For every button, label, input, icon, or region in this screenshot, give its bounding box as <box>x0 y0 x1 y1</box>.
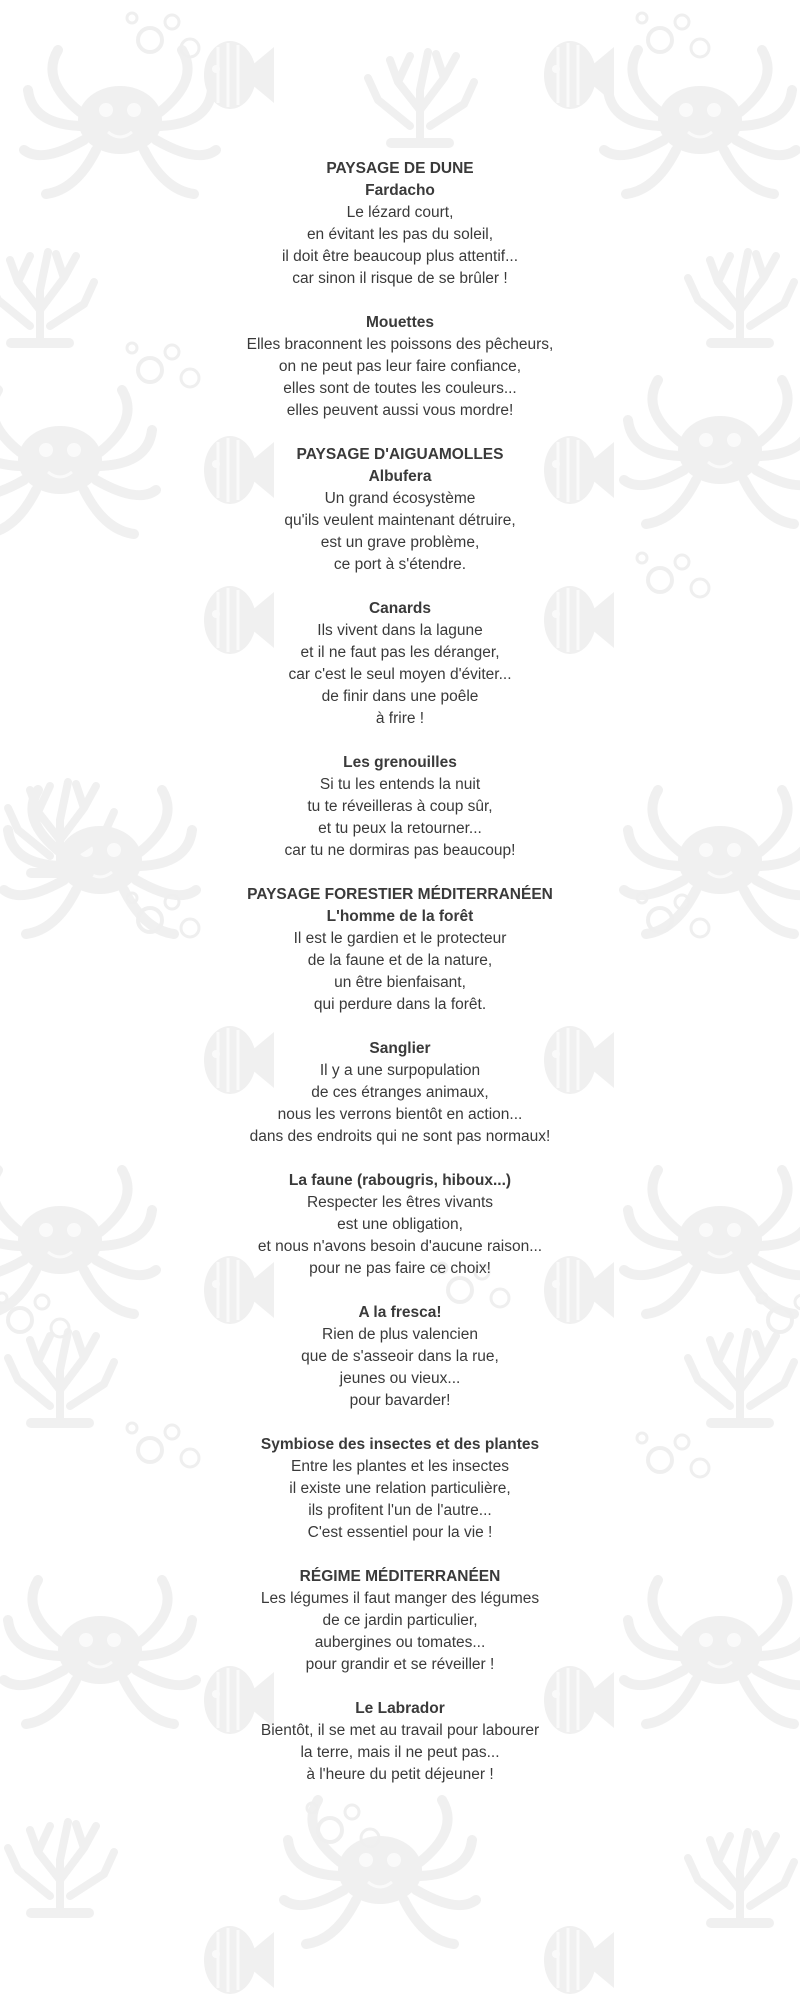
poem-line: Entre les plantes et les insectes <box>291 1458 509 1475</box>
stanza-title: Sanglier <box>369 1040 431 1057</box>
stanza <box>0 1302 800 1412</box>
poem-line: la terre, mais il ne peut pas... <box>300 1744 500 1761</box>
poem-line: Si tu les entends la nuit <box>319 776 481 793</box>
section-heading: PAYSAGE D'AIGUAMOLLES <box>296 446 504 463</box>
stanza-title: Symbiose des insectes et des plantes <box>260 1436 540 1453</box>
stanza-title: Mouettes <box>365 314 435 331</box>
poem-line: car sinon il risque de se brûler ! <box>292 270 508 287</box>
poem-line: Respecter les êtres vivants <box>306 1194 494 1211</box>
section-heading: RÉGIME MÉDITERRANÉEN <box>299 1568 501 1585</box>
poem-line: est un grave problème, <box>320 534 480 551</box>
poem-line: et tu peux la retourner... <box>318 820 482 837</box>
poem-line: et il ne faut pas les déranger, <box>300 644 500 661</box>
poem-line: de finir dans une poêle <box>321 688 479 705</box>
poem-line: et nous n'avons besoin d'aucune raison... <box>257 1238 543 1255</box>
poem-line: de ces étranges animaux, <box>311 1084 489 1101</box>
poem-line: C'est essentiel pour la vie ! <box>307 1524 493 1541</box>
poem-line: que de s'asseoir dans la rue, <box>301 1348 499 1365</box>
stanza <box>0 598 800 730</box>
poem-line: Bientôt, il se met au travail pour labourer <box>260 1722 540 1739</box>
stanza <box>0 1698 800 1786</box>
stanza <box>0 884 800 1016</box>
poem-line: de la faune et de la nature, <box>307 952 493 969</box>
poem-line: Rien de plus valencien <box>322 1326 478 1343</box>
stanza <box>0 752 800 862</box>
poem-line: Le lézard court, <box>346 204 454 221</box>
stanza-title: Fardacho <box>365 182 435 199</box>
poem-line: elles sont de toutes les couleurs... <box>283 380 517 397</box>
stanza-title: Le Labrador <box>355 1700 445 1717</box>
stanza <box>0 312 800 422</box>
poem-line: un être bienfaisant, <box>334 974 466 991</box>
stanza-title: A la fresca! <box>358 1304 442 1321</box>
stanza <box>0 158 800 290</box>
poem-line: dans des endroits qui ne sont pas normaux! <box>249 1128 551 1145</box>
poem-line: qui perdure dans la forêt. <box>313 996 487 1013</box>
poem-line: Il y a une surpopulation <box>319 1062 481 1079</box>
poem-line: Un grand écosystème <box>324 490 476 507</box>
stanza <box>0 1038 800 1148</box>
poem <box>0 158 800 1808</box>
section-heading: PAYSAGE FORESTIER MÉDITERRANÉEN <box>247 886 553 903</box>
poem-line: ce port à s'étendre. <box>333 556 467 573</box>
poem-line: à frire ! <box>375 710 425 727</box>
poem-line: en évitant les pas du soleil, <box>306 226 494 243</box>
poem-line: il existe une relation particulière, <box>289 1480 511 1497</box>
poem-line: nous les verrons bientôt en action... <box>277 1106 523 1123</box>
poem-line: est une obligation, <box>337 1216 463 1233</box>
stanza-title: Canards <box>368 600 432 617</box>
poem-line: de ce jardin particulier, <box>322 1612 478 1629</box>
poem-line: Elles braconnent les poissons des pêcheurs, <box>246 336 554 353</box>
poem-line: elles peuvent aussi vous mordre! <box>286 402 514 419</box>
stanza-title: Albufera <box>368 468 432 485</box>
stanza <box>0 444 800 576</box>
stanza-title: Les grenouilles <box>343 754 457 771</box>
poem-line: Les légumes il faut manger des légumes <box>260 1590 540 1607</box>
poem-line: car tu ne dormiras pas beaucoup! <box>284 842 516 859</box>
poem-line: Il est le gardien et le protecteur <box>293 930 507 947</box>
stanza <box>0 1566 800 1676</box>
stanza <box>0 1170 800 1280</box>
stanza-title: L'homme de la forêt <box>326 908 474 925</box>
poem-line: aubergines ou tomates... <box>314 1634 486 1651</box>
poem-line: Ils vivent dans la lagune <box>317 622 483 639</box>
poem-line: à l'heure du petit déjeuner ! <box>306 1766 494 1783</box>
poem-line: pour ne pas faire ce choix! <box>309 1260 491 1277</box>
poem-line: pour bavarder! <box>349 1392 451 1409</box>
poem-line: jeunes ou vieux... <box>339 1370 461 1387</box>
poem-line: tu te réveilleras à coup sûr, <box>307 798 493 815</box>
poem-line: il doit être beaucoup plus attentif... <box>281 248 519 265</box>
poem-line: pour grandir et se réveiller ! <box>305 1656 495 1673</box>
poem-line: ils profitent l'un de l'autre... <box>308 1502 492 1519</box>
poem-line: car c'est le seul moyen d'éviter... <box>288 666 512 683</box>
stanza-title: La faune (rabougris, hiboux...) <box>288 1172 512 1189</box>
stanza <box>0 1434 800 1544</box>
section-heading: PAYSAGE DE DUNE <box>326 160 474 177</box>
poem-line: qu'ils veulent maintenant détruire, <box>284 512 516 529</box>
poem-line: on ne peut pas leur faire confiance, <box>278 358 522 375</box>
